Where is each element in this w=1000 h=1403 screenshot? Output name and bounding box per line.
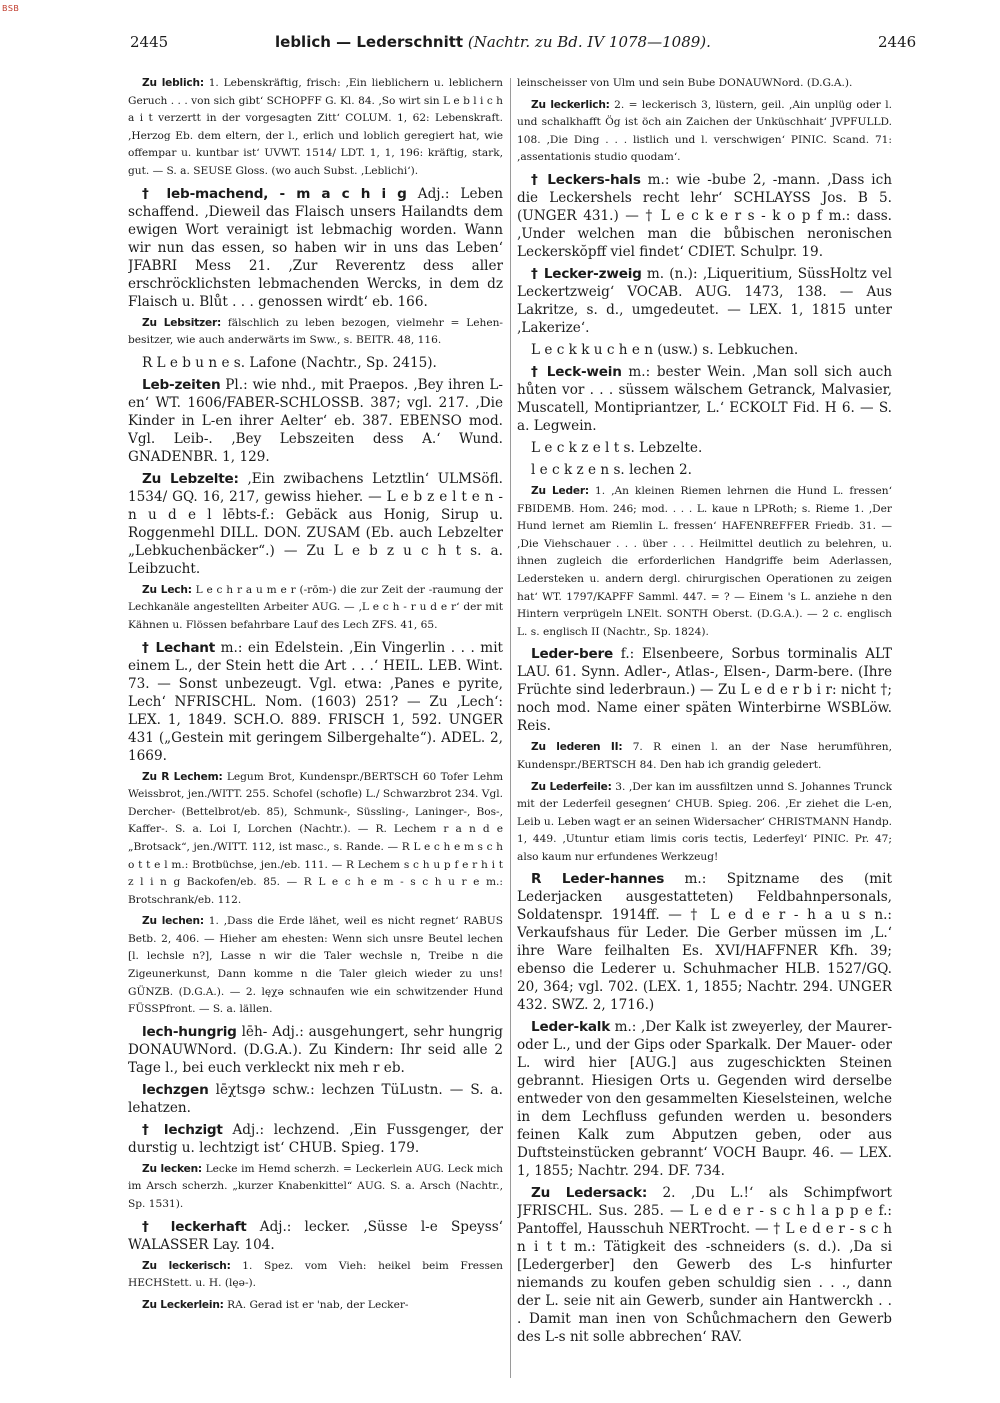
entry-text: m.: Spitzname des (mit Lederjacken ausgestatteten) Feldbahnpersonals, Soldatenspr. 1914ff. — † L e d e r - h a u s n.: Verkaufshaus für Leder. Die Gerber müssen im ‚L.‘ ihre Ware feilhalten Es. XVI/HAFFNER Kfh. 39; ebenso die Lederer u. Schuhmacher HLB. 1527/GQ. 20, 364; vgl. 702. (LEX. 1, 1855; Nachtr. 294. UNGER 432. SWZ. 2, 1716.)	[517, 871, 892, 1014]
dictionary-entry	[517, 461, 892, 479]
entry-text: Adj.: lechzend. ‚Ein Fussgenger, der durstig u. lechtzigt ist‘ CHUB. Spieg. 179.	[128, 1121, 503, 1156]
entry-text: 1. Lebenskräftig, frisch: ‚Ein lieblichern u. leblichern Geruch . . . von sich gibt‘ SCHOPFF G. Kl. 84. ‚So wirt sin L e b l i c h a i t verzertt in der vorgesagten Zitt‘ COLUM. 1, 62: Lebenskraft. ‚Herzog Eb. dem eltern, der l., erlich und loblich geregiert hat, wie offempar u. kuntbar ist‘ UVWT. 1514/ LDT. 1, 1, 196: kräftig, stark, gut. — S. a. SEUSE Gloss. (wo auch Subst. ‚Leblichi‘).	[128, 77, 503, 177]
dictionary-entry	[517, 739, 892, 774]
entry-headword: Zu leckerisch:	[142, 1259, 231, 1272]
dictionary-entry	[517, 779, 892, 867]
page-number-right: 2446	[878, 33, 917, 51]
entry-headword: Zu Lech:	[142, 583, 192, 596]
dictionary-entry	[128, 769, 503, 910]
dictionary-entry	[517, 1184, 892, 1346]
dictionary-entry	[128, 639, 503, 765]
entry-text: m.: wie -bube 2, -mann. ‚Dass ich die Leckershels recht lehr‘ SCHLAYSS Jos. B 5. (UNGER 431.) — † L e c k e r s - k o p f m.: dass. ‚Under welchen man die bůbischen neronischen Leckerskŏpff viel findet‘ CDIET. Schulpr. 19.	[517, 171, 892, 260]
entry-headword: Leder-kalk	[531, 1019, 611, 1036]
dictionary-entry	[128, 1121, 503, 1157]
dictionary-entry	[517, 645, 892, 735]
entry-text: L e c h r a u m e r (-rōm-) die zur Zeit der -raumung der Lechkanäle angestellten Arbeiter AUG. — ‚L e c h - r u d e r‘ der mit Kähnen u. Flössen befahrbare Lauf des Lech ZFS. 41, 65.	[128, 583, 503, 631]
entry-text: L e c k z e l t s. Lebzelte.	[531, 439, 703, 456]
entry-text: m.: bester Wein. ‚Man soll sich auch hůten vor . . . süssem wälschem Getranck, Malvasier, Muscatell, Montipriantzer, L.‘ ECKOLT Fid. H 6. — S. a. Legwein.	[517, 363, 892, 434]
entry-headword: Zu lederen II:	[531, 741, 623, 754]
entry-text: R L e b u n e s. Lafone (Nachtr., Sp. 2415).	[142, 354, 437, 371]
dictionary-entry	[128, 1218, 503, 1254]
dictionary-entry	[517, 870, 892, 1014]
dictionary-entry	[128, 582, 503, 635]
entry-text: Lecke im Hemd scherzh. = Leckerlein AUG. Leck mich im Arsch scherzh. „kurzer Knabenkittel“ AUG. S. a. Arsch (Nachtr., Sp. 1531).	[128, 1162, 503, 1211]
entry-text: fälschlich zu leben bezogen, vielmehr = Lehen-besitzer, wie auch anderwärts im Sww., s. BEITR. 48, 116.	[128, 316, 503, 347]
entry-text: l e c k z e n s. lechen 2.	[531, 461, 692, 478]
dictionary-entry	[128, 913, 503, 1019]
left-column	[128, 75, 503, 1385]
entry-headword: Zu leblich:	[142, 77, 204, 89]
entry-text: 2. = leckerisch 3, lüstern, geil. ‚Ain unplüg oder l. und schalkhafft Ög ist öch ain Zaichen der Unküschhait‘ JVPFULLD. 108. ‚Die Ding . . . listlich und l. verschwigen‘ PINIC. Scand. 71: ‚assentationis studio quodam‘.	[517, 98, 892, 164]
entry-text: 1. ‚An kleinen Riemen lehrnen die Hund L. fressen‘ FBIDEMB. Hom. 246; mod. . . . L. kaue n LPRoth; s. Rieme 1. ‚Der Hund lernet am Riemlin L. fressen‘ HAFENREFFER Friedb. 31. — ‚Die Viehschauer . . . über . . . Heilmittel deutlich zu belehren, u. ihnen zugleich die erforderlichen Handgriffe beim Aderlassen, Ledersteken u. andern dergl. chirurgischen Operationen zu zeigen hat‘ WT. 1797/KAPFF Samml. 447. = ? — Einem 's L. anziehe n den Hintern verprügeln LNElt. SONTH Oberst. (D.G.A.). — 2 c. englisch L. s. englisch II (Nachtr., Sp. 1824).	[517, 484, 892, 638]
entry-text: RA. Gerad ist er 'nab, der Lecker-	[227, 1298, 409, 1311]
entry-headword: Zu Lebsitzer:	[142, 316, 222, 329]
entry-headword: Zu leckerlich:	[531, 98, 610, 111]
entry-headword: lechzgen	[142, 1081, 209, 1098]
entry-text: m.: ‚Der Kalk ist zweyerley, der Maurer- oder L., und der Gips oder Sparkalk. Der Mauer- oder L. wird hier [AUG.] aus zugeschickten Steinen gebrannt. Hiesigen Orts u. Gegenden wird derselbe entweder von den gesammelten Kieselsteinen, welche in dem Lechfluss gefunden werden u. besonders feinen Kalk zum Abputzen geben, oder aus Duftsteinstücken gebrannt‘ VOCH Baupr. 46. — LEX. 1, 1855; Nachtr. 294. DF. 734.	[517, 1019, 892, 1180]
dictionary-entry	[128, 354, 503, 372]
entry-text: leinscheisser von Ulm und sein Bube DONAUWNord. (D.G.A.).	[517, 77, 853, 89]
entry-headword: † Lecker-zweig	[531, 265, 642, 282]
entry-headword: Zu Lederfeile:	[531, 780, 612, 793]
dictionary-entry	[128, 1023, 503, 1077]
entry-text: lēχtsgə schw.: lechzen TüLustn. — S. a. lehatzen.	[128, 1081, 503, 1116]
entry-text: 1. Spez. vom Vieh: heikel beim Fressen HECHStett. u. H. (lęə-).	[128, 1259, 503, 1290]
entry-headword: † Leck-wein	[531, 363, 622, 380]
dictionary-entry	[128, 1161, 503, 1214]
entry-text: L e c k k u c h e n (usw.) s. Lebkuchen.	[531, 341, 799, 358]
entry-headword: † leckerhaft	[142, 1218, 247, 1235]
dictionary-entry	[517, 171, 892, 261]
entry-text: Adj.: lecker. ‚Süsse l-e Speyss‘ WALASSER Lay. 104.	[128, 1218, 503, 1253]
entry-headword: Zu R Lechem:	[142, 770, 223, 783]
entry-text: 7. R einen l. an der Nase herumführen, Kundenspr./BERTSCH 84. Den hab ich grandig geledert.	[517, 741, 892, 771]
entry-headword: Zu lecken:	[142, 1162, 202, 1175]
dictionary-entry	[517, 483, 892, 641]
entry-text: f.: Elsenbeere, Sorbus torminalis ALT LAU. 61. Synn. Adler-, Atlas-, Elsen-, Darm-bere. (Ihre Früchte sind lederbraun.) — Zu L e d e r b i r: nicht †; noch mod. Name einer späten Winterbirne WSBLöw. Reis.	[517, 646, 892, 735]
library-watermark: BSB	[2, 4, 20, 13]
entry-text: lēh- Adj.: ausgehungert, sehr hungrig DONAUWNord. (D.G.A.). Zu Kindern: Ihr seid alle 2 Tage l., bei euch verkleckt nix meh r eb.	[128, 1023, 503, 1076]
column-divider	[510, 78, 511, 1378]
dictionary-entry	[128, 75, 503, 181]
entry-headword: R Leder-hannes	[531, 871, 665, 888]
headword-range: leblich — Lederschnitt	[275, 33, 464, 51]
entry-headword: Zu Lebzelte:	[142, 470, 239, 487]
entry-headword: † leb-machend, - m a c h i g	[142, 185, 407, 202]
entry-text: Legum Brot, Kundenspr./BERTSCH 60 Tofer Lehm Weissbrot, jen./WITT. 255. Schofel (schofle) L./ Schwarzbrot 234. Vgl. Dercher- (Bettelbrot/eb. 85), Schmunk-, Süssling-, Laninger-, Bos-, Kaffer-. S. a. Loi I, Lorchen (Nachtr.). — R. Lechem r a n d e „Brotsack“, jen./WITT. 112, ist masc., s. Rande. — R L e c h e m s c h o t t e l m.: Brotbüchse, jen./eb. 111. — R Lechem s c h u p f e r h i t z l i n g Backofen/eb. 85. — R L e c h e m - s c h u r e m.: Brotschrank/eb. 112.	[128, 770, 503, 906]
supplement-reference: (Nachtr. zu Bd. IV 1078—1089).	[467, 33, 711, 51]
dictionary-entry	[128, 185, 503, 311]
dictionary-entry	[128, 1081, 503, 1117]
running-title	[275, 33, 711, 51]
entry-text: 2. ‚Du L.!‘ als Schimpfwort JFRISCHL. Sus. 285. — L e d e r - s c h l a p p e f.: Pantoffel, Hausschuh NERTrocht. — † L e d e r - s c h n i t t m.: Tätigkeit des -schneiders (s. d.). ‚Da si [Ledergerber] den Gewerb des L-s hinfurter niemands zu koufen geben schuldig sien . . ., dann der L. seie nit ain Gewerb, sunder ain Hantwerckh . . . Damit man inen von Schůchmachern den Gewerb des L-s nit solle abbrechen‘ RAV.	[517, 1185, 892, 1346]
dictionary-entry	[517, 363, 892, 435]
dictionary-entry	[128, 470, 503, 578]
entry-headword: lech-hungrig	[142, 1023, 237, 1040]
dictionary-entry	[128, 1297, 503, 1315]
right-column	[517, 75, 892, 1385]
entry-headword: † lechzigt	[142, 1121, 223, 1138]
entry-headword: Zu lechen:	[142, 915, 204, 928]
entry-headword: Leder-bere	[531, 646, 614, 663]
entry-headword: † Leckers-hals	[531, 171, 641, 188]
running-header	[0, 33, 1000, 55]
entry-headword: Zu Leder:	[531, 484, 589, 497]
entry-text: 1. ‚Dass die Erde lähet, weil es nicht regnet‘ RABUS Betb. 2, 406. — Hieher am ehesten: Wenn sich unsre Beutel lechen [l. lechsle n?], Lasse n wir die Taler wechsle n, Treibe n die Zigeunerkunst, Dann komme n die Taler gleich wieder zu uns! GÜNZB. (D.G.A.). — 2. lęχə schnaufen wie ein schwitzender Hund FÜSSPfront. — S. a. lällen.	[128, 915, 503, 1016]
entry-headword: Zu Leckerlein:	[142, 1298, 224, 1311]
dictionary-entry	[517, 75, 892, 93]
entry-headword: Leb-zeiten	[142, 376, 221, 393]
dictionary-entry	[517, 439, 892, 457]
dictionary-entry	[128, 376, 503, 466]
entry-text: m.: ein Edelstein. ‚Ein Vingerlin . . . mit einem L., der Stein hett die Art . . .‘ HEIL. LEB. Wint. 73. — Sonst unbezeugt. Vgl. etwa: ‚Panes e pyrite, Lech‘ NFRISCHL. Nom. (1603) 251? — Zu ‚Lech‘: LEX. 1, 1849. SCH.O. 889. FRISCH 1, 592. UNGER 431 („Gestein mit geringem Silbergehalte“). ADEL. 2, 1669.	[128, 639, 503, 764]
dictionary-entry	[517, 1018, 892, 1180]
dictionary-entry	[517, 341, 892, 359]
dictionary-entry	[128, 315, 503, 350]
entry-headword: Zu Ledersack:	[531, 1185, 648, 1202]
entry-text: ‚Ein zwibachens Letztlin‘ ULMSöfl. 1534/ GQ. 16, 217, gewiss hieher. — L e b z e l t e n - n u d e l lēbts-f.: Gebäck aus Honig, Sirup u. Roggenmehl DILL. DON. ZUSAM (Eb. auch Lebzelter „Lebkuchenbäcker“.) — Zu L e b z u c h t s. a. Leibzucht.	[128, 470, 503, 577]
page-number-left: 2445	[130, 33, 169, 51]
dictionary-entry	[517, 265, 892, 337]
dictionary-entry	[128, 1258, 503, 1293]
entry-text: m. (n.): ‚Liqueritium, SüssHoltz vel Leckertzweig‘ VOCAB. AUG. 1473, 138. — Aus Lakritze, s. d., umgedeutet. — LEX. 1, 1815 unter ‚Lakerize‘.	[517, 265, 892, 336]
entry-text: 3. ‚Der kan im aussfiltzen unnd S. Johannes Trunck mit der Lederfeil gesegnen‘ CHUB. Spieg. 206. ‚Er ziehet die L-en, Leib u. Leben wagt er an seinen Widersacher‘ CHRISTMANN Handp. 1, 449. ‚Utuntur etiam limis coris tectis, Lederfeyl‘ PINIC. Pr. 47; also kaum nur erfundenes Werkzeug!	[517, 780, 892, 863]
entry-text: Pl.: wie nhd., mit Praepos. ‚Bey ihren L-en‘ WT. 1606/FABER-SCHLOSSB. 387; vgl. 217. ‚Die Kinder in L-en ihrer Aelter‘ eb. 387. EBENSO mod. Vgl. Leib-. ‚Bey Lebszeiten dess A.‘ Wund. GNADENBR. 1, 129.	[128, 376, 503, 465]
entry-text: Adj.: Leben schaffend. ‚Dieweil das Flaisch unsers Hailandts dem ewigen Wort verainigt ist lebmachig worden. Wann wir nun das essen, so haben wir in uns das Leben‘ JFABRI Mess 21. ‚Zur Reverentz dess aller erschröcklichsten lebmachenden Wercks, in dem dz Flaisch u. Blůt . . . genossen wirdt‘ eb. 166.	[128, 185, 503, 310]
entry-headword: † Lechant	[142, 639, 216, 656]
dictionary-entry	[517, 97, 892, 167]
